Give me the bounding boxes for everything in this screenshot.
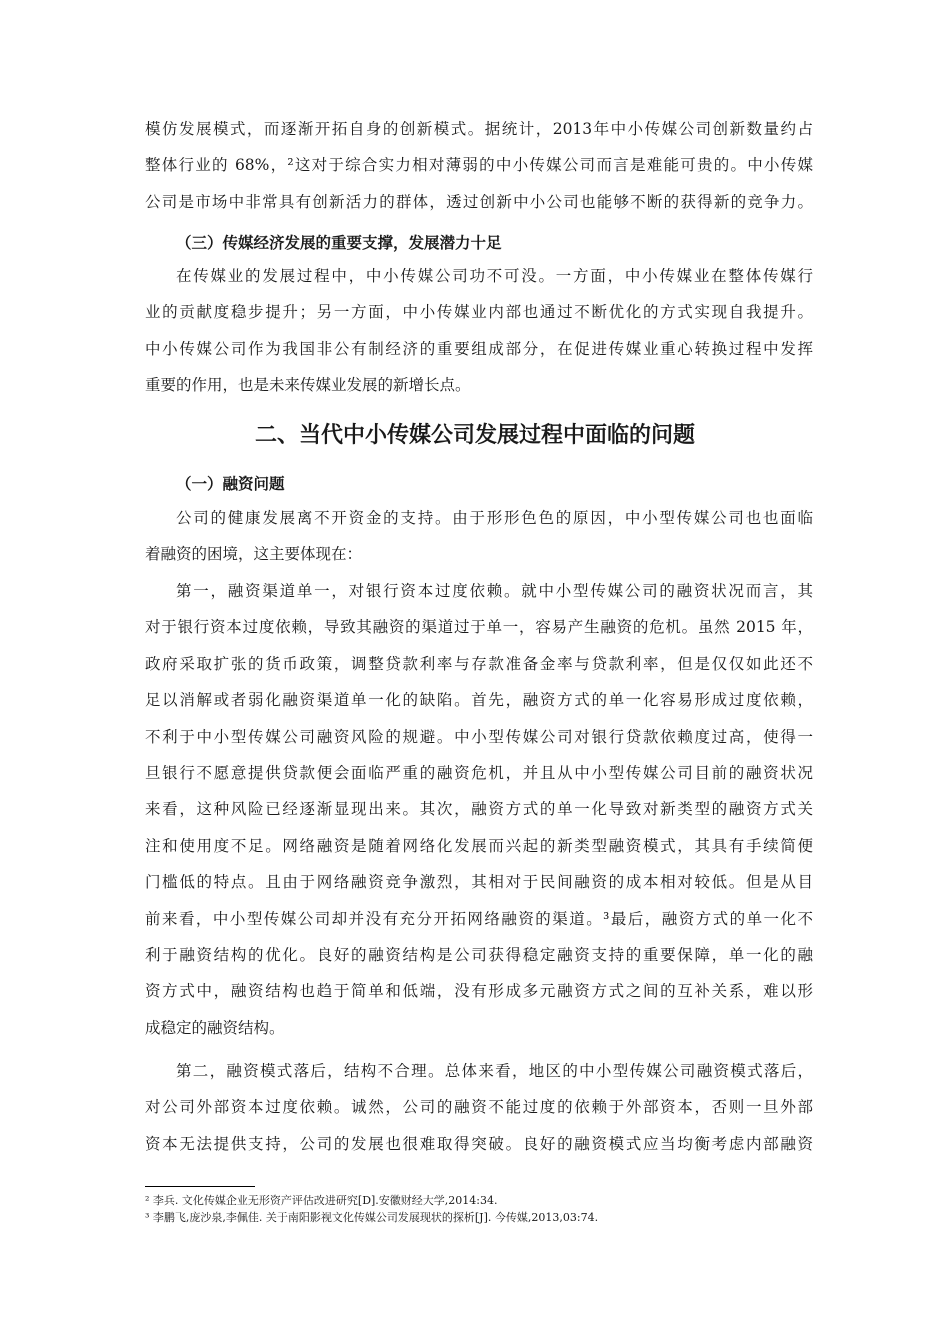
text-line: 利于融资结构的优化。良好的融资结构是公司获得稳定融资支持的重要保障，单一化的融 [145, 946, 813, 965]
paragraph-support [145, 258, 813, 404]
footnote-3: ³ 李鹏飞,庞沙泉,李佩佳. 关于南阳影视文化传媒公司发展现状的探析[J]. 今传媒,2013,03:74. [145, 1211, 599, 1224]
text-line: 业的贡献度稳步提升；另一方面，中小传媒业内部也通过不断优化的方式实现自我提升。 [145, 303, 813, 322]
text-line: 在传媒业的发展过程中，中小传媒公司功不可没。一方面，中小传媒业在整体传媒行 [176, 267, 813, 285]
text-line: 对于银行资本过度依赖，导致其融资的渠道过于单一，容易产生融资的危机。虽然 2015 年， [145, 618, 813, 637]
text-line: 政府采取扩张的货币政策，调整贷款利率与存款准备金率与贷款利率，但是仅仅如此还不 [145, 654, 813, 673]
text-line: 第一，融资渠道单一，对银行资本过度依赖。就中小型传媒公司的融资状况而言，其 [176, 582, 813, 600]
paragraph-first-point [145, 573, 813, 1046]
text-line: 着融资的困境，这主要体现在： [145, 545, 363, 564]
text-line: 来看，这种风险已经逐渐显现出来。其次，融资方式的单一化导致对新类型的融资方式关 [145, 800, 813, 819]
section-heading-1: （一）融资问题 [176, 475, 285, 493]
text-line: 资方式中，融资结构也趋于简单和低端，没有形成多元融资方式之间的互补关系，难以形 [145, 982, 813, 1001]
text-line: 足以消解或者弱化融资渠道单一化的缺陷。首先，融资方式的单一化容易形成过度依赖， [145, 691, 813, 710]
text-line: 前来看，中小型传媒公司却并没有充分开拓网络融资的渠道。³最后，融资方式的单一化不 [145, 909, 813, 928]
text-line: 重要的作用，也是未来传媒业发展的新增长点。 [145, 376, 471, 395]
footnote-separator [145, 1186, 255, 1187]
paragraph-intro [145, 500, 813, 573]
section-heading-3: （三）传媒经济发展的重要支撑，发展潜力十足 [176, 234, 502, 252]
text-line: 对公司外部资本过度依赖。诚然，公司的融资不能过度的依赖于外部资本，否则一旦外部 [145, 1098, 813, 1117]
text-line: 中小传媒公司作为我国非公有制经济的重要组成部分，在促进传媒业重心转换过程中发挥 [145, 339, 813, 358]
text-line: 整体行业的 68%，²这对于综合实力相对薄弱的中小传媒公司而言是难能可贵的。中小传媒 [145, 156, 813, 175]
text-line: 模仿发展模式，而逐渐开拓自身的创新模式。据统计，2013年中小传媒公司创新数量约占 [145, 120, 813, 138]
paragraph-second-point [145, 1053, 813, 1162]
text-line: 公司是市场中非常具有创新活力的群体，透过创新中小公司也能够不断的获得新的竞争力。 [145, 192, 813, 211]
text-line: 成稳定的融资结构。 [145, 1018, 285, 1037]
text-line: 门槛低的特点。且由于网络融资竞争激烈，其相对于民间融资的成本相对较低。但是从目 [145, 873, 813, 892]
text-line: 公司的健康发展离不开资金的支持。由于形形色色的原因，中小型传媒公司也也面临 [176, 509, 813, 527]
paragraph-innovation [145, 111, 813, 220]
text-line: 资本无法提供支持，公司的发展也很难取得突破。良好的融资模式应当均衡考虑内部融资 [145, 1134, 813, 1153]
text-line: 第二，融资模式落后，结构不合理。总体来看，地区的中小型传媒公司融资模式落后， [176, 1062, 813, 1080]
text-line: 旦银行不愿意提供贷款便会面临严重的融资危机，并且从中小型传媒公司目前的融资状况 [145, 764, 813, 783]
text-line: 注和使用度不足。网络融资是随着网络化发展而兴起的新类型融资模式，其具有手续简便 [145, 836, 813, 855]
chapter-heading: 二、当代中小传媒公司发展过程中面临的问题 [254, 423, 695, 448]
footnote-2: ² 李兵. 文化传媒企业无形资产评估改进研究[D].安徽财经大学,2014:34. [145, 1194, 498, 1207]
text-line: 不利于中小型传媒公司融资风险的规避。中小型传媒公司对银行贷款依赖度过高，使得一 [145, 727, 813, 746]
